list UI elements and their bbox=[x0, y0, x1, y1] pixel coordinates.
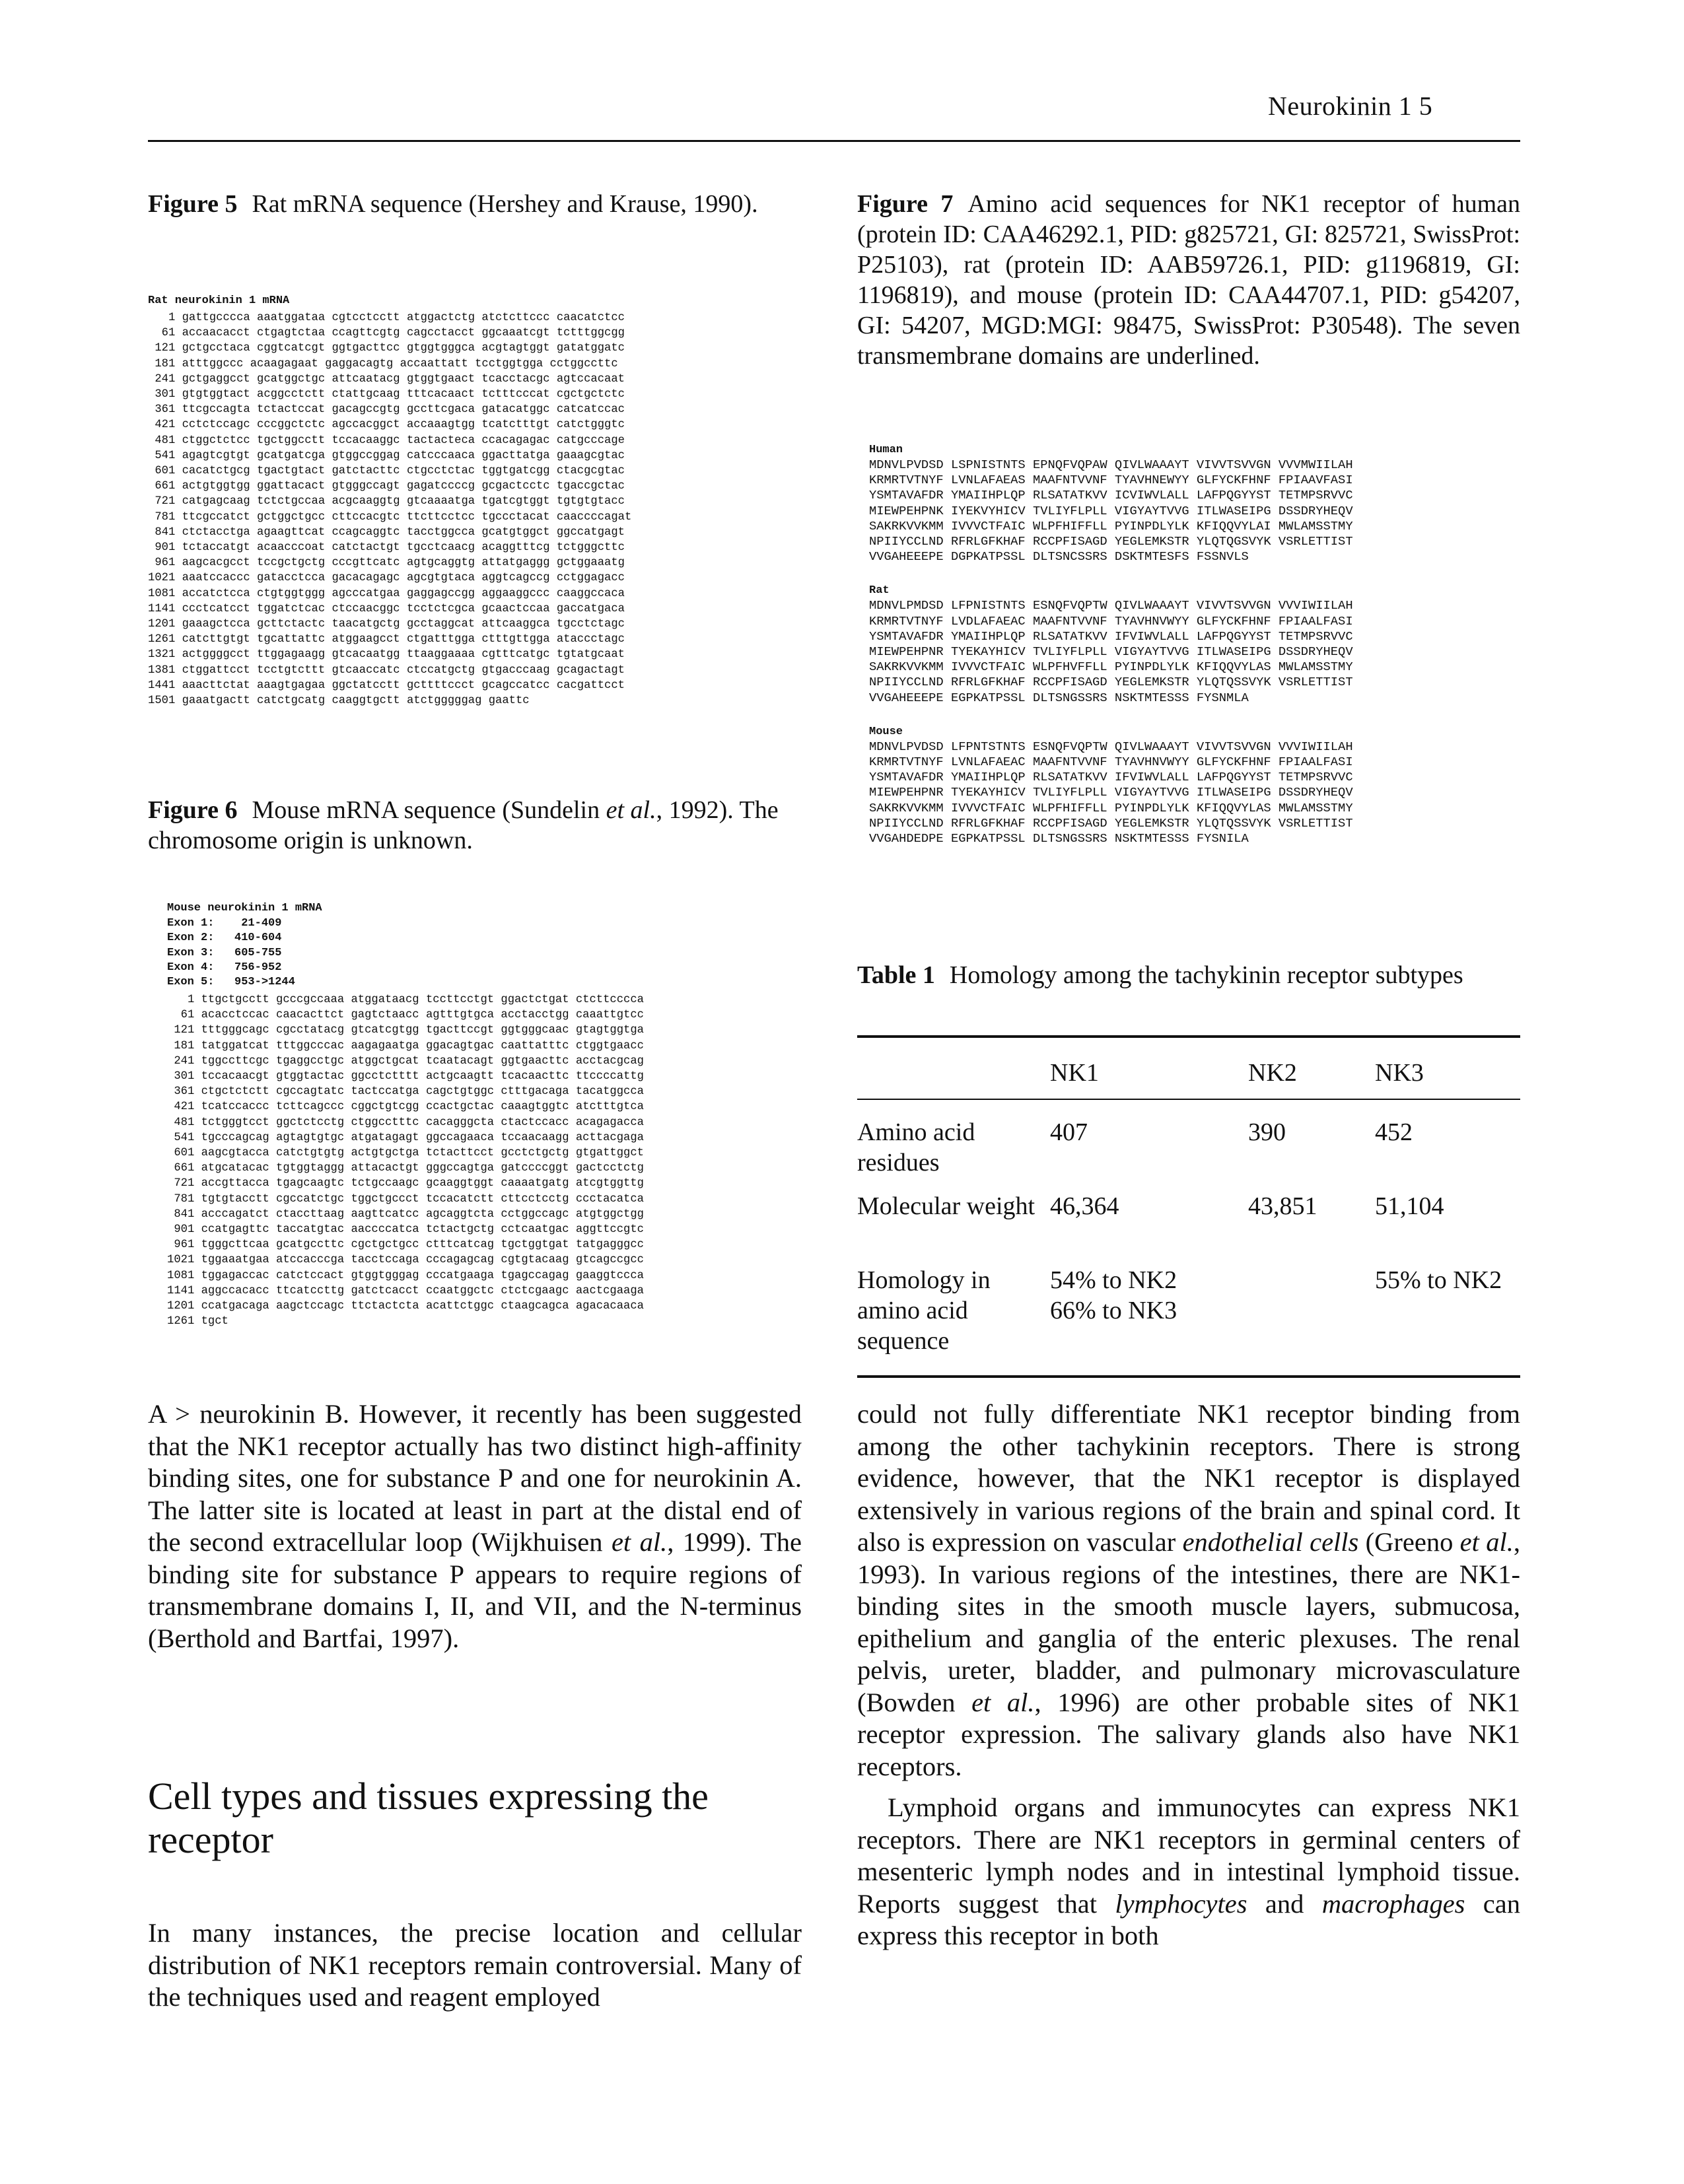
table1-row bbox=[857, 1265, 1520, 1356]
table1-grid bbox=[857, 1058, 1520, 1356]
sequence-line: VVGAHEEEPE DGPKATPSSL DLTSNCSSRS DSKTMTESFS FSSNVLS bbox=[869, 549, 1249, 564]
sequence-line: KRMRTVTNYF LVDLAFAEAC MAAFNTVVNF TYAVHNVWYY GLFYCKFHNF FPIAALFASI bbox=[869, 613, 1353, 629]
sequence-line: SAKRKVVKMM IVVVCTFAIC WLPFHIFFLL PYINPDLYLK KFIQQVYLAS MWLAMSSTMY bbox=[869, 800, 1353, 815]
table1-header-cell bbox=[857, 1058, 1050, 1117]
running-head: Neurokinin 1 5 bbox=[1268, 91, 1433, 121]
sequence-line: MIEWPEHPNR TYEKAYHICV TVLIYFLPLL VIGYAYTVVG ITLWASEIPG DSSDRYHEQV bbox=[869, 644, 1353, 660]
sequence-line: 661 actgtggtgg ggattacact gtgggccagt gagatccccg gcgactcctc tgaccgctac bbox=[148, 480, 625, 493]
species-title: Rat bbox=[869, 584, 890, 597]
table1-caption-text: Homology among the tachykinin receptor subtypes bbox=[949, 961, 1463, 989]
sequence-line: 1201 gaaagctcca gcttctactc taacatgctg gcctaggcat attcaaggca tgcctctagc bbox=[148, 618, 625, 631]
right-p2-italic-2: macrophages bbox=[1321, 1888, 1465, 1919]
sequence-line: 961 tgggcttcaa gcatgccttc cgctgctgcc ctttcatcag tgctggtgat tatgagggcc bbox=[167, 1239, 644, 1252]
sequence-line: 1081 tggagaccac catctccact gtggtgggag cccatgaaga tgagccagag gaaggtccca bbox=[167, 1269, 644, 1282]
species-block-mouse bbox=[869, 724, 1353, 846]
sequence-line: 721 catgagcaag tctctgccaa acgcaaggtg gtcaaaatga tgatcgtggt tgtgtgtacc bbox=[148, 495, 625, 508]
sequence-line: 901 tctaccatgt acaacccoat catctactgt tgcctcaacg acaggtttcg tctgggcttc bbox=[148, 541, 625, 555]
table1-header-row bbox=[857, 1058, 1520, 1117]
table1-cell: 43,851 bbox=[1248, 1192, 1317, 1220]
header-rule bbox=[148, 140, 1520, 142]
sequence-line: 1081 accatctcca ctgtggtggg agcccatgaa gaggagccgg aggaaggccc caaggccaca bbox=[148, 587, 625, 600]
section-heading: Cell types and tissues expressing the receptor bbox=[148, 1775, 709, 1861]
sequence-line: 1141 aggccacacc ttcatccttg gatctcacct ccaatggctc ctctcgaagc aactcgaaga bbox=[167, 1284, 644, 1297]
figure5-caption-text: Rat mRNA sequence (Hershey and Krause, 1990). bbox=[252, 190, 758, 218]
figure5-caption bbox=[148, 189, 782, 219]
figure7-alignment bbox=[869, 442, 1353, 865]
right-p1-text-2: (Greeno bbox=[1358, 1527, 1460, 1557]
right-p2-text-2: and bbox=[1247, 1888, 1322, 1919]
table1-cell: Molecular weight bbox=[857, 1192, 1035, 1220]
sequence-line: 1 ttgctgcctt gcccgccaaa atggataacg tccttcctgt ggactctgat ctcttcccca bbox=[167, 994, 644, 1006]
left-p1-text-2: , 1999). The binding site for substance P appears to require regions of transmembrane domains I, II, and VII, and the N-terminus (Berthold and Bartfai, 1997). bbox=[148, 1527, 802, 1653]
table1-header-cell: NK3 bbox=[1375, 1059, 1424, 1087]
sequence-line: VVGAHDEDPE EGPKATPSSL DLTSNGSSRS NSKTMTESSS FYSNILA bbox=[869, 831, 1249, 846]
sequence-line: 661 atgcatacac tgtggtaggg attacactgt gggccagtga gatccccggt gactcctctg bbox=[167, 1162, 644, 1175]
figure6-sequence-title: Mouse neurokinin 1 mRNA bbox=[167, 902, 322, 914]
sequence-line: 1 gattgcccca aaatggataa cgtcctcctt atggactctg atctcttccc caacatctcc bbox=[148, 312, 625, 324]
sequence-line: YSMTAVAFDR YMAIIHPLQP RLSATATKVV IFVIWVLALL LAFPQGYYST TETMPSRVVC bbox=[869, 629, 1353, 644]
sequence-line: MDNVLPMDSD LFPNISTNTS ESNQFVQPTW QIVLWAAAYT VIVVTSVVGN VVVIWIILAH bbox=[869, 598, 1353, 613]
sequence-line: 121 tttgggcagc cgcctatacg gtcatcgtgg tgacttccgt ggtgggcaac gtagtggtga bbox=[167, 1024, 644, 1037]
sequence-line: 61 acacctccac caacacttct gagtctaacc agtttgtgca acctacctgg caaattgtcc bbox=[167, 1009, 644, 1022]
right-p1-text-4: , 1996) are other probable sites of NK1 receptor expression. The salivary glands also have NK1 receptors. bbox=[857, 1687, 1520, 1781]
figure7-caption bbox=[857, 189, 1520, 371]
sequence-line: 361 ctgctctctt cgccagtatc tactccatga cagctgtggc ctttgacaga tacatggcca bbox=[167, 1085, 644, 1099]
table1-cell: 46,364 bbox=[1050, 1192, 1119, 1220]
sequence-line: YSMTAVAFDR YMAIIHPLQP RLSATATKVV ICVIWVLALL LAFPQGYYST TETMPSRVVC bbox=[869, 488, 1353, 503]
table1-row bbox=[857, 1117, 1520, 1191]
figure7-caption-text: Amino acid sequences for NK1 receptor of human (protein ID: CAA46292.1, PID: g825721, GI: 825721, SwissProt: P25103), rat (protein ID: AAB59726.1, PID: g1196819, GI: 1196819), and mouse (protein ID: CAA44707.1, PID: g54207, GI: 54207, MGD:MGI: 98475, SwissProt: P30548). The seven transmembrane domains are underlined. bbox=[857, 190, 1521, 370]
sequence-line: 1441 aaacttctat aaagtgagaa ggctatcctt gcttttccct gcagccatcc cacgattcct bbox=[148, 679, 625, 692]
sequence-line: 241 gctgaggcct gcatggctgc attcaatacg gtggtgaact tcacctacgc agtccacaat bbox=[148, 372, 625, 386]
table1-header-cell: NK2 bbox=[1248, 1059, 1297, 1087]
table1-top-rule bbox=[857, 1035, 1520, 1038]
right-p1-text-1: could not fully differentiate NK1 receptor binding from among the other tachykinin receptors. There is strong evidence, however, that the NK1 receptor is displayed extensively in various regions of the brain and spinal cord. It also is expression on vascular bbox=[857, 1399, 1520, 1557]
sequence-line: SAKRKVVKMM IVVVCTFAIC WLPFHIFFLL PYINPDLYLK KFIQQVYLAI MWLAMSSTMY bbox=[869, 518, 1353, 533]
sequence-line: VVGAHEEEPE EGPKATPSSL DLTSNGSSRS NSKTMTESSS FYSNMLA bbox=[869, 690, 1249, 705]
sequence-line: 1501 gaaatgactt catctgcatg caaggtgctt atctgggggag gaattc bbox=[148, 695, 530, 708]
right-p2-text-1: Lymphoid organs and immunocytes can express NK1 receptors. There are NK1 receptors in germinal centers of mesenteric lymph nodes and in intestinal lymphoid tissue. Reports suggest that bbox=[857, 1792, 1520, 1919]
table1 bbox=[857, 1058, 1520, 1356]
sequence-line: 1261 tgct bbox=[167, 1315, 228, 1328]
table1-cell: Amino acid residues bbox=[857, 1118, 975, 1177]
figure5-sequence-title: Rat neurokinin 1 mRNA bbox=[148, 294, 290, 307]
sequence-line: 961 aagcacgcct tccgctgctg cccgttcatc agtgcaggtg attatgaggg gctggaaatg bbox=[148, 557, 625, 570]
sequence-line: 721 accgttacca tgagcaagtc tctgccaagc gcaaggtggt caaaatgatg atcgtggttg bbox=[167, 1177, 644, 1190]
species-block-rat bbox=[869, 583, 1353, 705]
sequence-line: 301 gtgtggtact acggcctctt ctattgcaag tttcacaact tctttcccat cgctgctctc bbox=[148, 388, 625, 401]
species-block-human bbox=[869, 442, 1353, 564]
sequence-line: 361 ttcgccagta tctactccat gacagccgtg gccttcgaca gatacatggc catcatccac bbox=[148, 403, 625, 417]
sequence-line: MIEWPEHPNK IYEKVYHICV TVLIYFLPLL VIGYAYTVVG ITLWASEIPG DSSDRYHEQV bbox=[869, 503, 1353, 518]
table1-cell: Homology in amino acid sequence bbox=[857, 1266, 991, 1355]
table1-header-cell: NK1 bbox=[1050, 1059, 1099, 1087]
table1-row bbox=[857, 1191, 1520, 1265]
sequence-line: MIEWPEHPNR TYEKAYHICV TVLIYFLPLL VIGYAYTVVG ITLWASEIPG DSSDRYHEQV bbox=[869, 785, 1353, 800]
left-p2: In many instances, the precise location and cellular distribution of NK1 receptors remain controversial. Many of the techniques used and reagent employed bbox=[148, 1918, 802, 2012]
sequence-line: 901 ccatgagttc taccatgtac aaccccatca tctactgctg cctcaatgac aggttcсgtc bbox=[167, 1223, 644, 1237]
right-body bbox=[857, 1398, 1520, 1952]
sequence-line: 61 accaacacct ctgagtctaa ccagttcgtg cagcctacct ggcaaatcgt tctttggcgg bbox=[148, 327, 625, 340]
sequence-line: 841 acccagatct ctaccttaag aagttcatcc agcaggtcta cctggccagc atgtggctgg bbox=[167, 1208, 644, 1221]
right-p2-text-3: can express this receptor in both bbox=[857, 1888, 1521, 1950]
left-p1-etal: et al. bbox=[611, 1527, 668, 1557]
sequence-line: 1141 ccctcatcct tggatctcac ctccaacggc tcctctcgca gcaactccaa gaccatgaca bbox=[148, 602, 625, 615]
sequence-line: 121 gctgcctaca cggtcatcgt ggtgacttcc gtggtgggca acgtagtggt gatatggatc bbox=[148, 342, 625, 355]
figure6-caption-etal: et al. bbox=[606, 796, 656, 824]
table1-cell: 51,104 bbox=[1375, 1192, 1444, 1220]
sequence-line: 181 atttggccc acaagagaat gaggacagtg accaattatt tcctggtgga cctggccttc bbox=[148, 357, 618, 370]
sequence-line: MDNVLPVDSD LFPNTSTNTS ESNQFVQPTW QIVLWAAAYT VIVVTSVVGN VVVIWIILAH bbox=[869, 739, 1353, 754]
sequence-line: 1321 actggggcct ttggagaagg gtcacaatgg ttaaggaaaa cgtttcatgc tgtatgcaat bbox=[148, 648, 625, 662]
sequence-line: 1021 tggaaatgaa atccacccga tacctccaga cccagagcag cgtgtacaag gtcagccgcc bbox=[167, 1254, 644, 1267]
sequence-line: 601 cacatctgcg tgactgtact gatctacttc ctgcctctac tggtgatcgg ctacgcgtac bbox=[148, 465, 625, 478]
amino-acid-lines bbox=[869, 739, 1353, 846]
sequence-line: 781 tgtgtacctt cgccatctgc tggctgccct tccacatctt cttcctcctg ccctacatca bbox=[167, 1192, 644, 1206]
sequence-line: MDNVLPVDSD LSPNISTNTS EPNQFVQPAW QIVLWAAAYT VIVVTSVVGN VVVMWIILAH bbox=[869, 458, 1353, 472]
sequence-line: 841 ctctacctga agaagttcat ccagcaggtc tacctggcca gcatgtggct ggccatgagt bbox=[148, 526, 625, 539]
sequence-line: 241 tggccttcgc tgaggcctgc atggctgcat tcaatacagt ggtgaacttc acctacgcag bbox=[167, 1054, 644, 1068]
sequence-line: 301 tccacaacgt gtggtactac ggcctctttt actgcaagtt tcacaacttc ttccccattg bbox=[167, 1070, 644, 1083]
table1-cell bbox=[1248, 1265, 1375, 1356]
sequence-line: 1261 catcttgtgt tgcattattc atggaagcct ctgatttgga ctttgttgga ataccctagc bbox=[148, 633, 625, 646]
sequence-line: 181 tatggatcat tttggcccac aagagaatga ggacagtgac caattatttc ctggtgaacc bbox=[167, 1039, 644, 1052]
left-p1-text-1: A > neurokinin B. However, it recently has been suggested that the NK1 receptor actually has two distinct high-affinity binding sites, one for substance P and one for neurokinin A. The latter site is located at least in part at the distal end of the second extracellular loop (Wijkhuisen bbox=[148, 1399, 802, 1557]
right-p2-italic-1: lymphocytes bbox=[1115, 1888, 1247, 1919]
figure5-label: Figure 5 bbox=[148, 190, 238, 218]
table1-label: Table 1 bbox=[857, 961, 935, 989]
sequence-line: KRMRTVTNYF LVNLAFAEAS MAAFNTVVNF TYAVHNEWYY GLFYCKFHNF FPIAAVFASI bbox=[869, 473, 1353, 488]
table1-cell: 452 bbox=[1375, 1118, 1413, 1146]
sequence-line: 601 aagcgtacca catctgtgtg actgtgctga tctacttcct gcctctgctg gtgattggct bbox=[167, 1147, 644, 1160]
sequence-line: 421 cctctccagc cccggctctc agccacggct accaaagtgg tcatctttgt catctgggtc bbox=[148, 419, 625, 432]
sequence-line: YSMTAVAFDR YMAIIHPLQP RLSATATKVV IFVIWVLALL LAFPQGYYST TETMPSRVVC bbox=[869, 770, 1353, 785]
species-title: Human bbox=[869, 444, 903, 456]
table1-cell: 390 bbox=[1248, 1118, 1286, 1146]
table1-cell: 407 bbox=[1050, 1118, 1088, 1146]
sequence-line: KRMRTVTNYF LVNLAFAEAC MAAFNTVVNF TYAVHNVWYY GLFYCKFHNF FPIAALFASI bbox=[869, 755, 1353, 770]
table1-cell: 54% to NK2 66% to NK3 bbox=[1050, 1266, 1177, 1324]
figure6-caption-text-1: Mouse mRNA sequence (Sundelin bbox=[252, 796, 606, 824]
figure6-caption-text-2: , 1992). The chromosome origin is unknown. bbox=[148, 796, 779, 854]
sequence-line: 481 tctgggtcct ggctctcctg ctggcctttc cacagggcta ctactccacc acagagacca bbox=[167, 1116, 644, 1129]
sequence-line: Exon 5: 953->1244 bbox=[167, 976, 295, 989]
figure6-label: Figure 6 bbox=[148, 796, 238, 824]
sequence-line: Exon 1: 21-409 bbox=[167, 917, 282, 930]
sequence-line: 541 agagtcgtgt gcatgatcga gtggccggag catcccaaca ggacttatga gaaagcgtac bbox=[148, 449, 625, 462]
table1-caption bbox=[857, 960, 1520, 990]
sequence-line: Exon 2: 410-604 bbox=[167, 932, 282, 945]
right-p1-italic-1: endothelial cells bbox=[1182, 1527, 1359, 1557]
figure7-label: Figure 7 bbox=[857, 190, 954, 218]
sequence-line: NPIIYCCLND RFRLGFKHAF RCCPFISAGD YEGLEMKSTR YLQTQSSVYK VSRLETTIST bbox=[869, 815, 1353, 831]
right-p1-italic-2: et al. bbox=[1459, 1527, 1514, 1557]
sequence-line: 541 tgcccagcag agtagtgtgc atgatagagt ggccagaacа tccaacaagg acttacgaga bbox=[167, 1131, 644, 1144]
species-title: Mouse bbox=[869, 725, 903, 738]
sequence-line: SAKRKVVKMM IVVVCTFAIC WLPFHVFFLL PYINPDLYLK KFIQQVYLAS MWLAMSSTMY bbox=[869, 660, 1353, 675]
sequence-line: Exon 4: 756-952 bbox=[167, 961, 282, 974]
sequence-line: 781 ttcgccatct gctggctgcc cttccacgtc ttcttcctcc tgccctacat caaccccagat bbox=[148, 510, 632, 524]
sequence-line: NPIIYCCLND RFRLGFKHAF RCCPFISAGD YEGLEMKSTR YLQTQSSVYK VSRLETTIST bbox=[869, 675, 1353, 690]
amino-acid-lines bbox=[869, 598, 1353, 705]
sequence-line: 1201 ccatgacaga aagctccagc ttctactcta acattctggc ctaagcagca agacacaaca bbox=[167, 1300, 644, 1313]
table1-bottom-rule bbox=[857, 1375, 1520, 1378]
sequence-line: 421 tcatccaccc tcttcagccc cggctgtcgg ccactgctac caaagtggtc atctttgtca bbox=[167, 1101, 644, 1114]
right-p1-text-3: , 1993). In various regions of the intestines, there are NK1-binding sites in the smooth muscle layers, submucosa, epithelium and ganglia of the enteric plexuses. The renal pelvis, ureter, bladder, and pulmonary microvasculature (Bowden bbox=[857, 1527, 1520, 1717]
figure5-sequence bbox=[148, 310, 631, 708]
figure6-caption bbox=[148, 795, 782, 856]
left-body-paragraph-2 bbox=[148, 1917, 802, 2014]
sequence-line: 1021 aaatccaccc gatacctcca gacacagagc agcgtgtaca aggtcagccg cctggagacc bbox=[148, 572, 625, 585]
right-p1-italic-3: et al. bbox=[971, 1687, 1035, 1717]
sequence-line: NPIIYCCLND RFRLGFKHAF RCCPFISAGD YEGLEMKSTR YLQTQGSVYK VSRLETTIST bbox=[869, 534, 1353, 549]
amino-acid-lines bbox=[869, 458, 1353, 564]
table1-cell: 55% to NK2 bbox=[1375, 1266, 1502, 1294]
figure6-sequence bbox=[167, 992, 644, 1329]
sequence-line: 481 ctggctctcc tgctggcctt tccacaaggc tactacteca ccacagagac catgcccage bbox=[148, 434, 625, 447]
sequence-line: 1381 ctggattcct tcctgtcttt gtcaaccatc ctccatgctg gtgacccaag gcagactagt bbox=[148, 664, 625, 677]
figure6-exon-list bbox=[167, 916, 295, 990]
sequence-line: Exon 3: 605-755 bbox=[167, 946, 282, 959]
left-body-paragraph bbox=[148, 1398, 802, 1655]
